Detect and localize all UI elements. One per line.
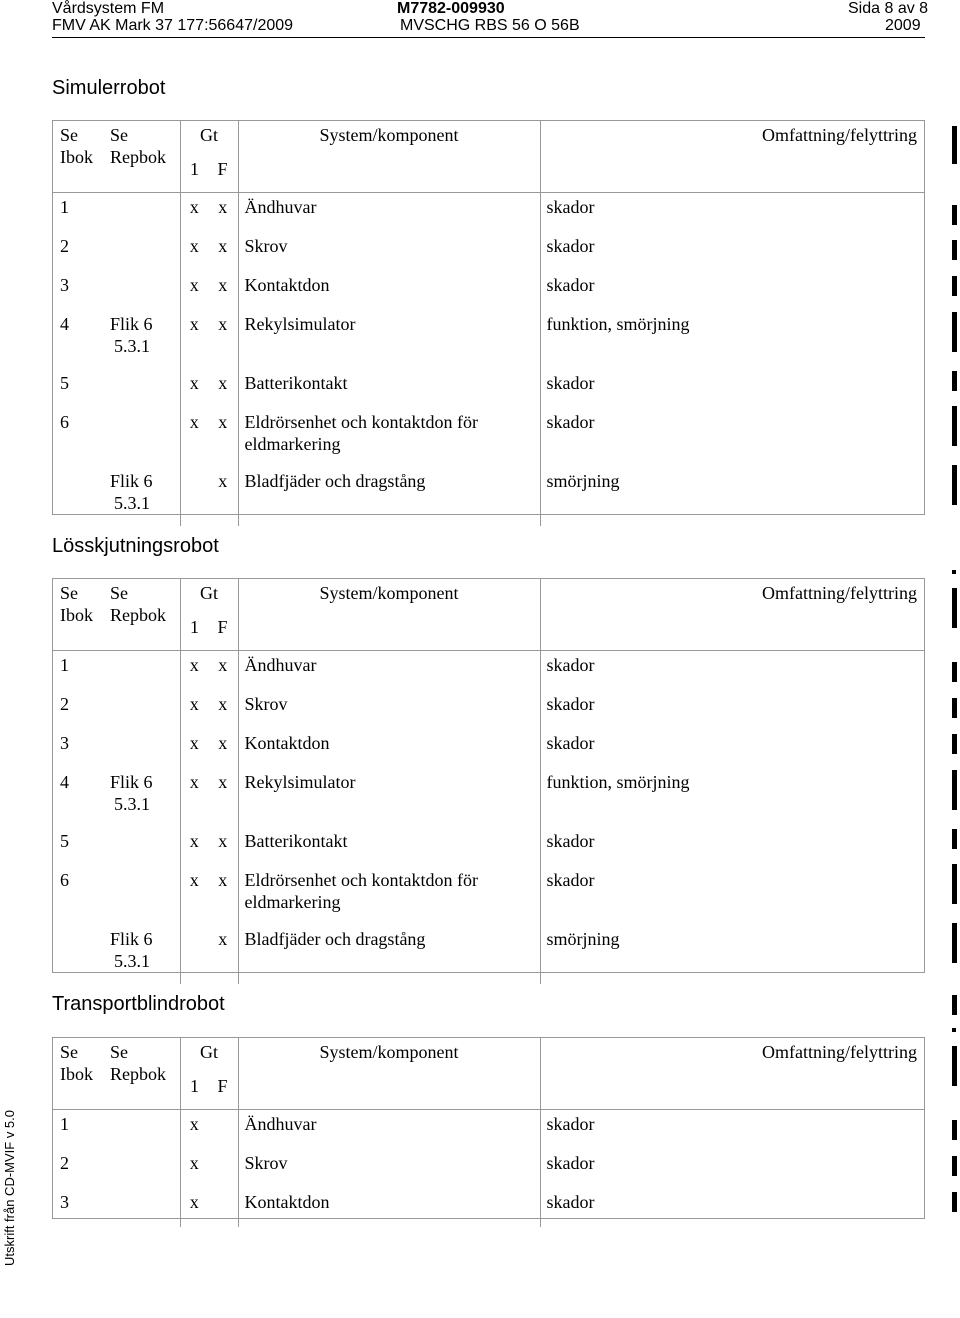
- table-row: [52, 310, 925, 369]
- cell-system: Eldrörsenhet och kontaktdon för eldmarkering: [238, 408, 540, 467]
- cell-gt-f: [208, 1188, 238, 1227]
- cell-ibok: 4: [60, 314, 69, 334]
- col-header-omfattning: Omfattning/felyttring: [540, 578, 925, 651]
- cell-omfattning: skador: [540, 866, 925, 925]
- cell-ibok: 2: [60, 1153, 69, 1173]
- cell-repbok: Flik 6 5.3.1: [110, 772, 153, 814]
- cell-system: Kontaktdon: [238, 1188, 540, 1227]
- cell-omfattning: skador: [540, 193, 925, 233]
- revision-bar: [952, 406, 957, 446]
- table-row: [52, 729, 925, 768]
- cell-omfattning: skador: [540, 271, 925, 310]
- revision-bar: [952, 995, 957, 1015]
- table-row: [52, 193, 925, 233]
- col-header-system: System/komponent: [238, 120, 540, 193]
- revision-bar: [952, 829, 957, 849]
- table-row: [52, 369, 925, 408]
- cell-ibok: 2: [60, 236, 69, 256]
- cell-omfattning: funktion, smörjning: [540, 768, 925, 827]
- cell-gt-1: x: [180, 271, 208, 310]
- header-doc-id: M7782-009930: [397, 0, 505, 17]
- cell-system: Bladfjäder och dragstång: [238, 467, 540, 526]
- revision-bar: [952, 1192, 957, 1212]
- col-header-repbok: Se Repbok: [104, 120, 180, 193]
- cell-system: Batterikontakt: [238, 827, 540, 866]
- header-rule: [52, 37, 925, 38]
- cell-repbok: [104, 866, 180, 925]
- cell-repbok: [104, 232, 180, 271]
- cell-repbok: Flik 6 5.3.1: [110, 929, 153, 971]
- revision-bar: [952, 698, 957, 718]
- table-row: [52, 925, 925, 984]
- col-header-ibok: Se Ibok: [52, 578, 104, 651]
- header-mark: FMV AK Mark 37 177:56647/2009: [52, 17, 294, 34]
- table-row: [52, 768, 925, 827]
- cell-ibok: [52, 467, 104, 526]
- cell-gt-f: x: [218, 197, 228, 217]
- cell-ibok: 1: [60, 655, 69, 675]
- col-header-ibok: Se Ibok: [52, 120, 104, 193]
- revision-bar: [952, 923, 957, 963]
- cell-repbok: [104, 271, 180, 310]
- cell-system: Ändhuvar: [238, 1110, 540, 1150]
- table-row: [52, 467, 925, 526]
- side-label: Utskrift från CD-MVIF v 5.0: [2, 1109, 17, 1267]
- cell-gt-f: x: [218, 373, 228, 393]
- cell-repbok: [104, 1110, 180, 1150]
- cell-repbok: [104, 369, 180, 408]
- col-header-omfattning: Omfattning/felyttring: [540, 120, 925, 193]
- maintenance-table: [52, 578, 925, 984]
- header-page: Sida 8 av 8: [848, 0, 929, 17]
- cell-gt-1: x: [180, 651, 208, 691]
- cell-gt-1: x: [180, 408, 208, 467]
- cell-gt-1: x: [180, 310, 208, 369]
- table-row: [52, 1149, 925, 1188]
- col-header-repbok: Se Repbok: [104, 578, 180, 651]
- cell-system: Rekylsimulator: [238, 768, 540, 827]
- header-subject: MVSCHG RBS 56 O 56B: [400, 17, 580, 34]
- col-header-repbok: Se Repbok: [104, 1037, 180, 1110]
- cell-system: Rekylsimulator: [238, 310, 540, 369]
- cell-omfattning: skador: [540, 651, 925, 691]
- table-row: [52, 866, 925, 925]
- table-header-row: [52, 120, 925, 193]
- cell-gt-f: x: [218, 772, 228, 792]
- cell-gt-f: x: [218, 870, 228, 890]
- col-header-gt: Gt 1 F: [180, 578, 238, 651]
- cell-gt-f: x: [218, 831, 228, 851]
- cell-gt-1: [180, 467, 208, 526]
- cell-system: Batterikontakt: [238, 369, 540, 408]
- cell-gt-1: x: [180, 1110, 208, 1150]
- maintenance-table: [52, 1037, 925, 1227]
- cell-gt-f: x: [218, 733, 228, 753]
- cell-gt-1: x: [180, 1149, 208, 1188]
- cell-ibok: 2: [60, 694, 69, 714]
- cell-gt-f: x: [218, 412, 228, 432]
- table-row: [52, 827, 925, 866]
- cell-omfattning: skador: [540, 369, 925, 408]
- cell-gt-f: x: [218, 314, 228, 334]
- cell-ibok: 5: [60, 831, 69, 851]
- cell-omfattning: skador: [540, 1188, 925, 1227]
- revision-bar: [952, 588, 957, 628]
- revision-bar: [952, 1120, 957, 1140]
- table-row: [52, 232, 925, 271]
- table-row: [52, 1188, 925, 1227]
- cell-gt-f: x: [218, 694, 228, 714]
- cell-gt-1: [180, 925, 208, 984]
- table-header-row: [52, 1037, 925, 1110]
- cell-system: Skrov: [238, 690, 540, 729]
- cell-repbok: [104, 729, 180, 768]
- cell-system: Kontaktdon: [238, 729, 540, 768]
- cell-repbok: Flik 6 5.3.1: [110, 471, 153, 513]
- cell-ibok: 1: [60, 197, 69, 217]
- cell-ibok: 4: [60, 772, 69, 792]
- cell-repbok: [104, 408, 180, 467]
- cell-repbok: [104, 1149, 180, 1188]
- cell-omfattning: skador: [540, 408, 925, 467]
- cell-omfattning: skador: [540, 690, 925, 729]
- cell-ibok: 6: [60, 870, 69, 890]
- revision-bar: [952, 240, 957, 260]
- cell-gt-1: x: [180, 369, 208, 408]
- col-header-omfattning: Omfattning/felyttring: [540, 1037, 925, 1110]
- cell-omfattning: smörjning: [540, 925, 925, 984]
- cell-system: Skrov: [238, 1149, 540, 1188]
- cell-omfattning: smörjning: [540, 467, 925, 526]
- cell-ibok: 3: [60, 733, 69, 753]
- revision-bar: [952, 734, 957, 754]
- cell-repbok: [104, 193, 180, 233]
- table-header-row: [52, 578, 925, 651]
- header-system: Vårdsystem FM: [52, 0, 165, 17]
- cell-ibok: [52, 925, 104, 984]
- table-row: [52, 651, 925, 691]
- section-title-losskjutningsrobot: Lösskjutningsrobot: [52, 535, 219, 557]
- section-title-simulerrobot: Simulerrobot: [52, 77, 166, 99]
- cell-system: Kontaktdon: [238, 271, 540, 310]
- revision-bar: [952, 312, 957, 352]
- cell-omfattning: skador: [540, 729, 925, 768]
- revision-bar: [952, 770, 957, 810]
- revision-dot: [952, 570, 956, 574]
- maintenance-table: [52, 120, 925, 526]
- revision-dot: [952, 1028, 956, 1032]
- cell-gt-1: x: [180, 768, 208, 827]
- cell-repbok: [104, 651, 180, 691]
- revision-bar: [952, 864, 957, 904]
- cell-gt-1: x: [180, 827, 208, 866]
- cell-ibok: 6: [60, 412, 69, 432]
- revision-bar: [952, 662, 957, 682]
- cell-omfattning: funktion, smörjning: [540, 310, 925, 369]
- cell-system: Bladfjäder och dragstång: [238, 925, 540, 984]
- revision-bar: [952, 1156, 957, 1176]
- cell-system: Ändhuvar: [238, 193, 540, 233]
- cell-gt-f: x: [218, 275, 228, 295]
- col-header-system: System/komponent: [238, 578, 540, 651]
- cell-repbok: [104, 827, 180, 866]
- cell-gt-f: x: [218, 236, 228, 256]
- cell-system: Eldrörsenhet och kontaktdon för eldmarkering: [238, 866, 540, 925]
- cell-repbok: Flik 6 5.3.1: [110, 314, 153, 356]
- cell-gt-1: x: [180, 729, 208, 768]
- section-title-transportblindrobot: Transportblindrobot: [52, 993, 225, 1015]
- cell-omfattning: skador: [540, 1149, 925, 1188]
- cell-ibok: 3: [60, 1192, 69, 1212]
- col-header-gt: Gt 1 F: [180, 1037, 238, 1110]
- cell-gt-f: x: [218, 655, 228, 675]
- col-header-system: System/komponent: [238, 1037, 540, 1110]
- col-header-gt: Gt 1 F: [180, 120, 238, 193]
- table-row: [52, 408, 925, 467]
- revision-bar: [952, 276, 957, 296]
- cell-gt-1: x: [180, 690, 208, 729]
- cell-gt-1: x: [180, 866, 208, 925]
- cell-repbok: [104, 1188, 180, 1227]
- revision-bar: [952, 465, 957, 505]
- table-row: [52, 1110, 925, 1150]
- revision-bar: [952, 371, 957, 391]
- cell-ibok: 1: [60, 1114, 69, 1134]
- header-year: 2009: [885, 17, 921, 34]
- cell-repbok: [104, 690, 180, 729]
- cell-ibok: 5: [60, 373, 69, 393]
- col-header-ibok: Se Ibok: [52, 1037, 104, 1110]
- cell-system: Skrov: [238, 232, 540, 271]
- cell-gt-f: [208, 1149, 238, 1188]
- cell-gt-f: x: [218, 929, 228, 949]
- cell-gt-1: x: [180, 193, 208, 233]
- cell-ibok: 3: [60, 275, 69, 295]
- cell-gt-1: x: [180, 1188, 208, 1227]
- cell-system: Ändhuvar: [238, 651, 540, 691]
- revision-bar: [952, 205, 957, 225]
- cell-omfattning: skador: [540, 232, 925, 271]
- revision-bar: [952, 126, 957, 164]
- cell-gt-1: x: [180, 232, 208, 271]
- revision-bar: [952, 1046, 957, 1086]
- table-row: [52, 271, 925, 310]
- cell-omfattning: skador: [540, 1110, 925, 1150]
- cell-omfattning: skador: [540, 827, 925, 866]
- cell-gt-f: x: [218, 471, 228, 491]
- cell-gt-f: [208, 1110, 238, 1150]
- table-row: [52, 690, 925, 729]
